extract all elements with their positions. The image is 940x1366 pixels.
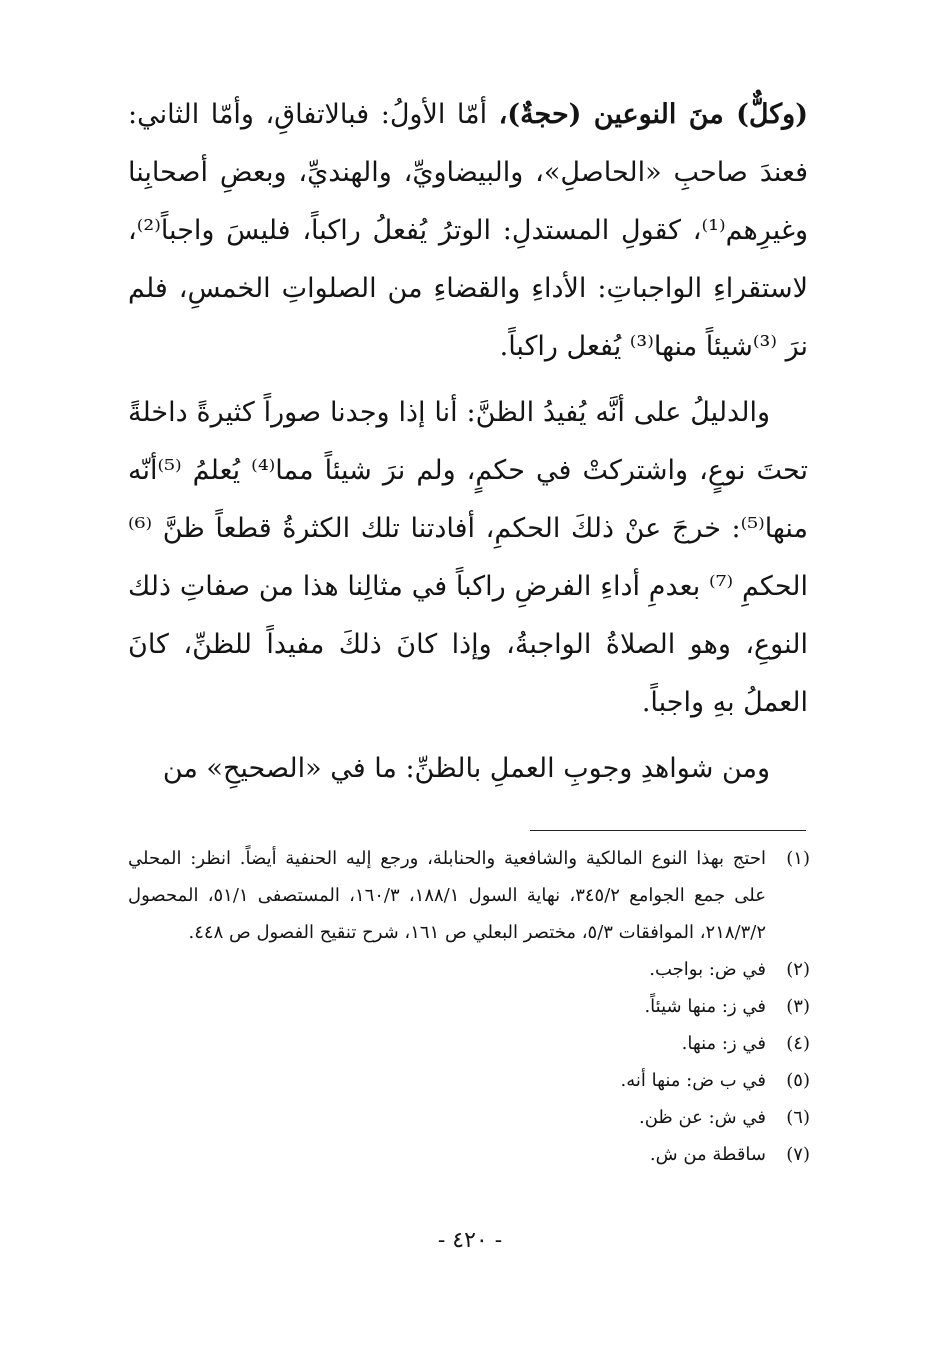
footnote-7 [128,1136,810,1173]
footnote-number: (٥) [786,1070,810,1091]
footnote-5 [128,1062,810,1099]
footnote-1 [128,840,810,951]
paragraph-1-bold-lead: (وكلٌّ) منَ النوعين (حجةٌ)، [498,99,808,130]
footnote-number: (٦) [786,1107,810,1128]
footnote-text: في ب ض: منها أنه. [620,1070,766,1091]
footnote-number: (٣) [786,996,810,1017]
footnote-3 [128,988,810,1025]
footnote-6 [128,1099,810,1136]
footnote-text: في ش: عن ظن. [638,1107,766,1128]
footnote-text: في ز: منها. [681,1033,766,1054]
page-number: - ٤٢٠ - [437,1228,503,1253]
footnote-2 [128,951,810,988]
footnote-text: في ض: بواجب. [649,959,766,980]
paragraph-3 [128,740,808,798]
footnote-number: (٤) [786,1033,810,1054]
paragraph-2 [128,384,808,732]
footnote-4 [128,1025,810,1062]
footnote-number: (٧) [786,1144,810,1165]
paragraph-1 [128,86,808,376]
paragraph-3-text: ومن شواهدِ وجوبِ العملِ بالظنِّ: ما في «الصحيحِ» من [162,753,770,784]
footnote-number: (١) [786,848,810,869]
paragraph-1-text: أمّا الأولُ: فبالاتفاقِ، وأمّا الثاني: فعندَ صاحبِ «الحاصلِ»، والبيضاويِّ، والهنديِّ، وبعضِ أصحابِنا وغيرِهم⁽¹⁾، كقولِ المستدلِ: الوترُ يُفعلُ راكباً، فليسَ واجباً⁽²⁾، لاستقراءِ الواجباتِ: الأداءِ والقضاءِ من الصلواتِ الخمسِ، فلم نرَ ⁽³⁾شيئاً منها⁽³⁾ يُفعل راكباً. [128,99,808,362]
footnote-text: ساقطة من ش. [649,1144,766,1165]
footnote-text: احتج بهذا النوع المالكية والشافعية والحنابلة، ورجع إليه الحنفية أيضاً. انظر: المحلي على جمع الجوامع ٣٤٥/٢، نهاية السول ١٨٨/١، ١٦٠/٣، المستصفى ٥١/١، المحصول ٢١٨/٣/٢، الموافقات ٥/٣، مختصر البعلي ص ١٦١، شرح تنقيح الفصول ص ٤٤٨. [128,848,766,943]
footnote-separator [530,830,806,831]
main-text [128,86,808,806]
paragraph-2-text: والدليلُ على أنَّه يُفيدُ الظنَّ: أنا إذا وجدنا صوراً كثيرةً داخلةً تحتَ نوعٍ، واشتركتْ في حكمٍ، ولم نرَ شيئاً مما⁽⁴⁾ يُعلمُ ⁽⁵⁾أنّه منها⁽⁵⁾: خرجَ عنْ ذلكَ الحكمِ، أفادتنا تلك الكثرةُ قطعاً ظنَّ ⁽⁶⁾ الحكمِ ⁽⁷⁾ بعدمِ أداءِ الفرضِ راكباً في مثالِنا هذا من صفاتِ ذلك النوعِ، وهو الصلاةُ الواجبةُ، وإذا كانَ ذلكَ مفيداً للظنِّ، كانَ العملُ بهِ واجباً. [128,397,808,718]
footnote-text: في ز: منها شيئاً. [644,996,766,1017]
footnotes [128,840,810,1173]
footnote-number: (٢) [786,959,810,980]
